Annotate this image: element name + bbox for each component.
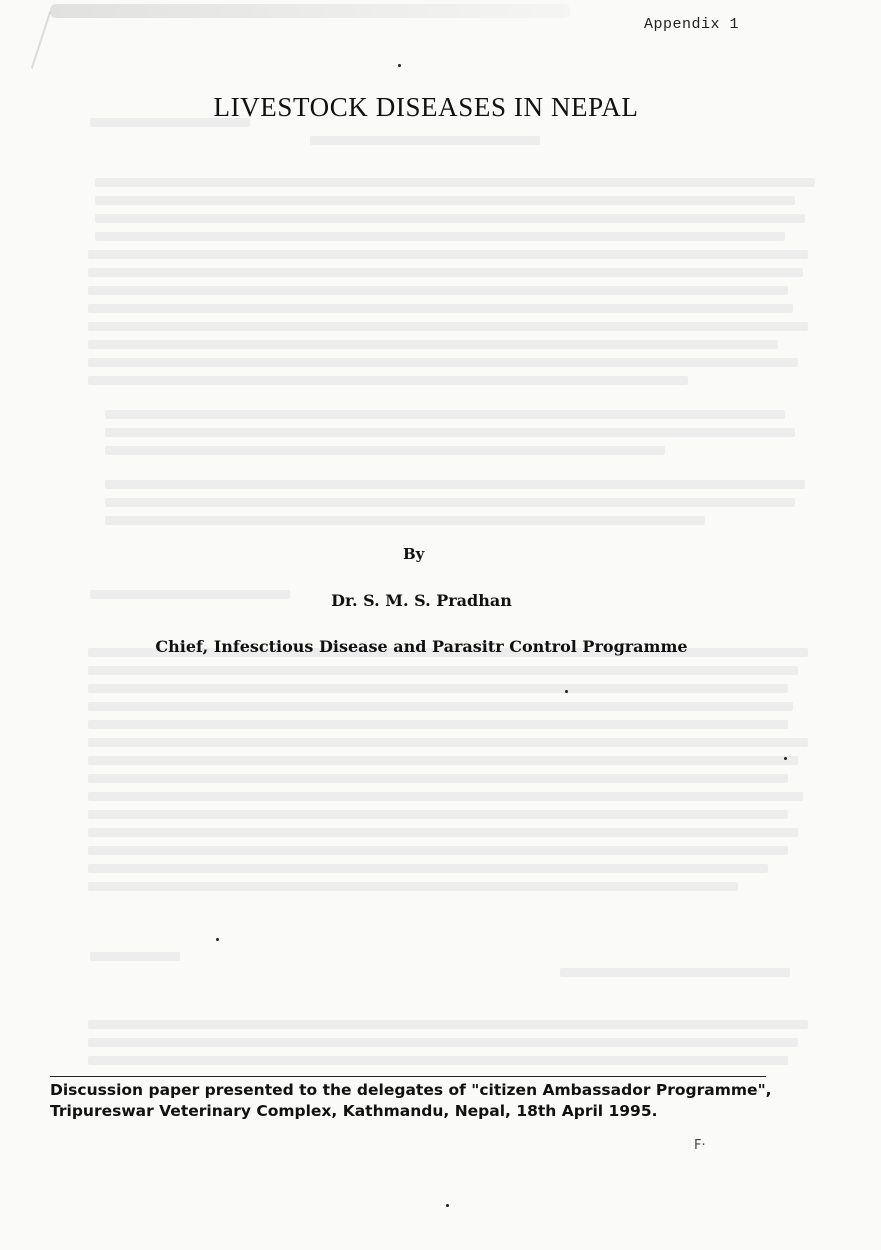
- appendix-label: Appendix 1: [644, 16, 740, 33]
- scan-mark: [31, 11, 51, 69]
- footnote-line-2: Tripureswar Veterinary Complex, Kathmandu, Nepal, 18th April 1995.: [50, 1102, 658, 1120]
- by-label: By: [403, 545, 425, 563]
- footnote-line-1: Discussion paper presented to the delegates of "citizen Ambassador Programme",: [50, 1081, 772, 1099]
- speck: [216, 938, 219, 941]
- speck: [784, 757, 787, 760]
- footnote-divider: [50, 1076, 766, 1077]
- scan-smudge: [50, 4, 570, 18]
- author-name: Dr. S. M. S. Pradhan: [331, 591, 512, 610]
- document-title: LIVESTOCK DISEASES IN NEPAL: [213, 92, 639, 122]
- footnote: [50, 1080, 810, 1122]
- speck: [446, 1204, 449, 1207]
- corner-glyph: F·: [694, 1138, 706, 1153]
- author-position: Chief, Infesctious Disease and Parasitr Control Programme: [155, 637, 688, 656]
- speck: [398, 64, 401, 67]
- speck: [565, 690, 568, 693]
